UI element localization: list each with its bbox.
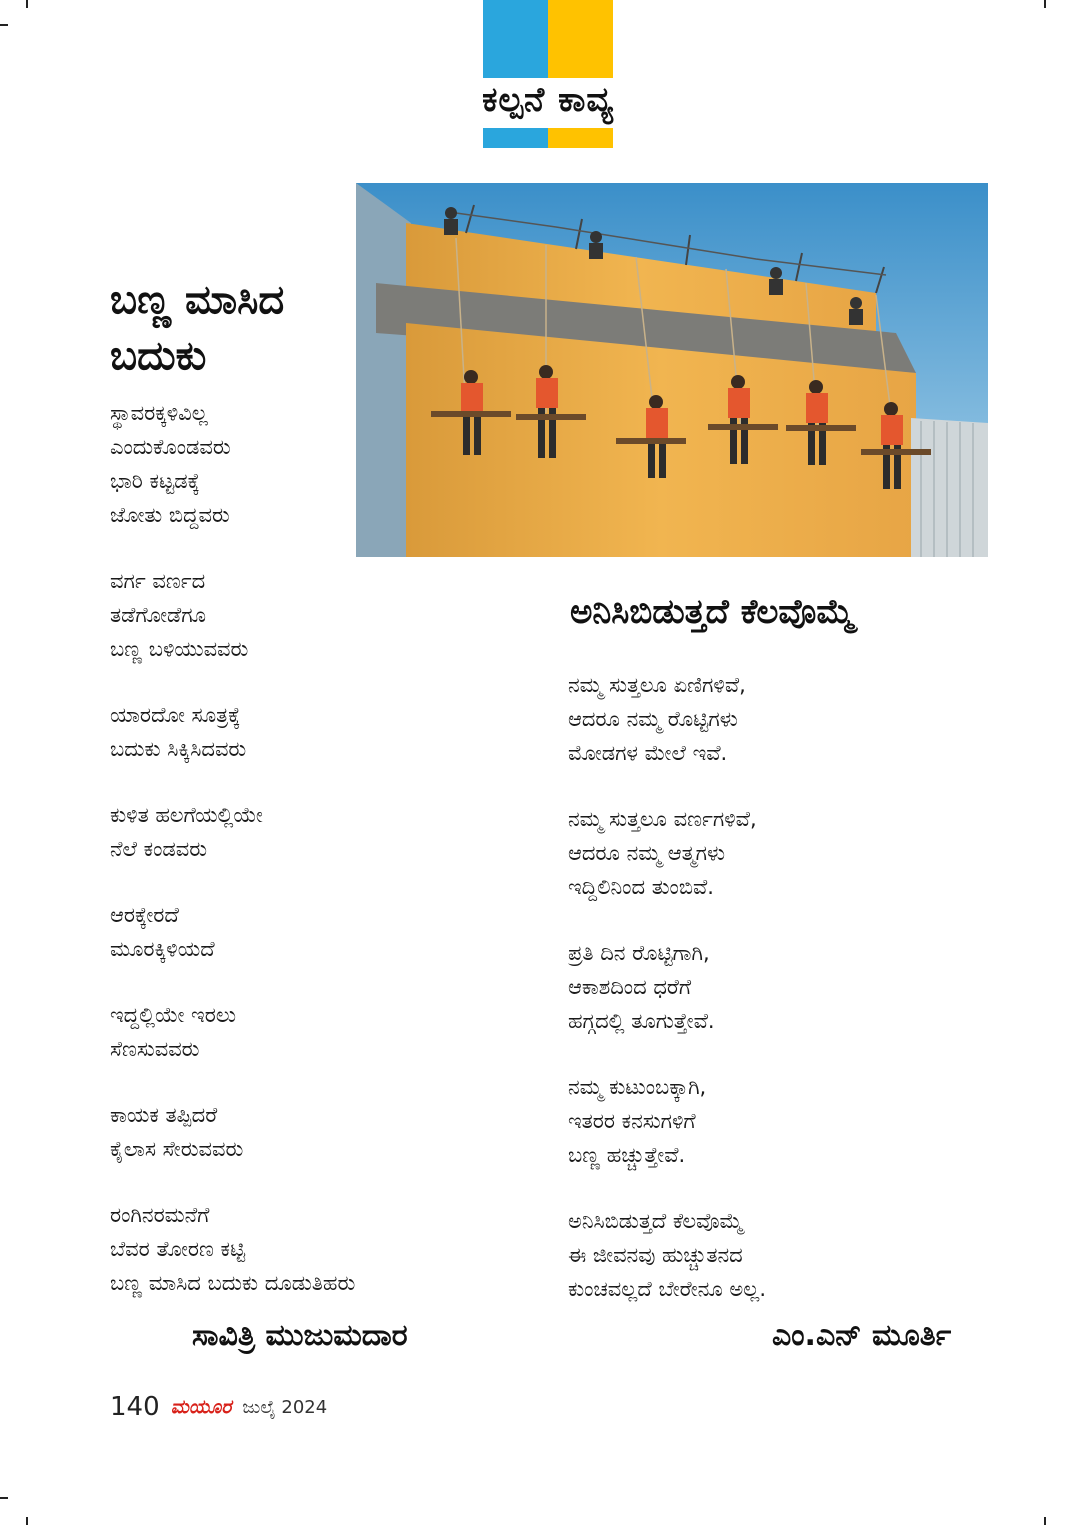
poem-line: ಪ್ರತಿ ದಿನ ರೊಟ್ಟಿಗಾಗಿ, <box>568 941 710 965</box>
poem-line: ಮೂರಕ್ಕಿಳಿಯದೆ <box>110 937 215 961</box>
poem-line: ಕುಳಿತ ಹಲಗೆಯಲ್ಲಿಯೇ <box>110 803 263 827</box>
page-footer <box>110 1392 327 1428</box>
poem-line: ಮೋಡಗಳ ಮೇಲೆ ಇವೆ. <box>568 741 728 765</box>
poem2-stanza <box>568 936 1008 1038</box>
poem-line: ನಮ್ಮ ಸುತ್ತಲೂ ವರ್ಣಗಳಿವೆ, <box>568 807 757 831</box>
crop-mark <box>1044 0 1046 8</box>
poem-line: ನಮ್ಮ ಸುತ್ತಲೂ ಏಣಿಗಳಿವೆ, <box>568 673 746 697</box>
poem-line: ಹಗ್ಗದಲ್ಲಿ ತೂಗುತ್ತೇವೆ. <box>568 1009 715 1033</box>
poem-line: ವರ್ಗ ವರ್ಣದ <box>110 569 206 593</box>
poem-line: ಬಣ್ಣ ಮಾಸಿದ ಬದುಕು ದೂಡುತಿಹರು <box>110 1271 356 1295</box>
poem2-body <box>568 668 1008 1306</box>
poem-line: ಬಣ್ಣ ಹಚ್ಚುತ್ತೇವೆ. <box>568 1143 686 1167</box>
magazine-name: ಮಯೂರ <box>170 1396 232 1418</box>
poem-line: ಕುಂಚವಲ್ಲದೆ ಬೇರೇನೂ ಅಲ್ಲ. <box>568 1277 767 1301</box>
poem1-stanza <box>110 1198 510 1300</box>
poem2-stanza <box>568 802 1008 904</box>
poem-line: ನೆಲೆ ಕಂಡವರು <box>110 837 208 861</box>
poem-line: ನಮ್ಮ ಕುಟುಂಬಕ್ಕಾಗಿ, <box>568 1075 707 1099</box>
poem2-stanza <box>568 1070 1008 1172</box>
poem-line: ಬಣ್ಣ ಬಳಿಯುವವರು <box>110 637 249 661</box>
poem-line: ಸೆಣಸುವವರು <box>110 1037 200 1061</box>
poem1-stanza <box>110 698 510 766</box>
poem1-author: ಸಾವಿತ್ರಿ ಮುಜುಮದಾರ <box>192 1318 408 1353</box>
poem-line: ಬೆವರ ತೋರಣ ಕಟ್ಟಿ <box>110 1237 246 1261</box>
poem1-body <box>110 396 510 1300</box>
poem-line: ಇದ್ದಲ್ಲಿಯೇ ಇರಲು <box>110 1003 237 1027</box>
poem-line: ಆದರೂ ನಮ್ಮ ರೊಟ್ಟಿಗಳು <box>568 707 738 731</box>
poem-line: ಭಾರಿ ಕಟ್ಟಡಕ್ಕೆ <box>110 469 200 493</box>
crop-mark <box>26 1517 28 1525</box>
issue-date: ಜುಲೈ 2024 <box>242 1396 328 1418</box>
poem-line: ಕೈಲಾಸ ಸೇರುವವರು <box>110 1137 244 1161</box>
poem-line: ಆರಕ್ಕೇರದೆ <box>110 903 179 927</box>
page-number: 140 <box>110 1392 160 1422</box>
poem1-stanza <box>110 1098 510 1166</box>
poem-line: ತಡೆಗೋಡೆಗೂ <box>110 603 206 627</box>
crop-mark <box>26 0 28 8</box>
crop-mark <box>0 1497 8 1499</box>
poem-line: ಎಂದುಕೊಂಡವರು <box>110 435 231 459</box>
poem-line: ಬದುಕು ಸಿಕ್ಕಿಸಿದವರು <box>110 737 247 761</box>
poem2-stanza <box>568 668 1008 770</box>
poem2-author: ಎಂ.ಎನ್ ಮೂರ್ತಿ <box>772 1318 952 1353</box>
poem-line: ಇತರರ ಕನಸುಗಳಿಗೆ <box>568 1109 696 1133</box>
poem1-title-line: ಬಣ್ಣ ಮಾಸಿದ <box>110 277 285 323</box>
poem2-title: ಅನಿಸಿಬಿಡುತ್ತದೆ ಕೆಲವೊಮ್ಮೆ <box>570 592 855 632</box>
poem-line: ಜೋತು ಬಿದ್ದವರು <box>110 503 230 527</box>
poem-line: ಯಾರದೋ ಸೂತ್ರಕ್ಕೆ <box>110 703 241 727</box>
poem1-stanza <box>110 564 510 666</box>
poem1-stanza <box>110 898 510 966</box>
poem2-stanza <box>568 1204 1008 1306</box>
poem-line: ಈ ಜೀವನವು ಹುಚ್ಚುತನದ <box>568 1243 743 1267</box>
poem-line: ಅನಿಸಿಬಿಡುತ್ತದೆ ಕೆಲವೊಮ್ಮೆ <box>568 1209 744 1233</box>
crop-mark <box>0 24 8 26</box>
poem1-title <box>110 272 350 384</box>
section-logo <box>483 0 613 148</box>
poem-line: ಕಾಯಕ ತಪ್ಪಿದರೆ <box>110 1103 218 1127</box>
section-logo-text: ಕಲ್ಪನೆ ಕಾವ್ಯ <box>482 80 614 120</box>
poem1-stanza <box>110 396 510 532</box>
poem-line: ಸ್ಥಾವರಕ್ಕಳಿವಿಲ್ಲ <box>110 401 208 425</box>
poem-line: ಇದ್ದಿಲಿನಿಂದ ತುಂಬಿವೆ. <box>568 875 714 899</box>
poem-line: ಆಕಾಶದಿಂದ ಧರೆಗೆ <box>568 975 692 999</box>
poem1-stanza <box>110 998 510 1066</box>
poem-line: ರಂಗಿನರಮನೆಗೆ <box>110 1203 210 1227</box>
crop-mark <box>1044 1517 1046 1525</box>
poem1-title-line: ಬದುಕು <box>110 333 207 379</box>
poem1-stanza <box>110 798 510 866</box>
poem-line: ಆದರೂ ನಮ್ಮ ಆತ್ಮಗಳು <box>568 841 726 865</box>
